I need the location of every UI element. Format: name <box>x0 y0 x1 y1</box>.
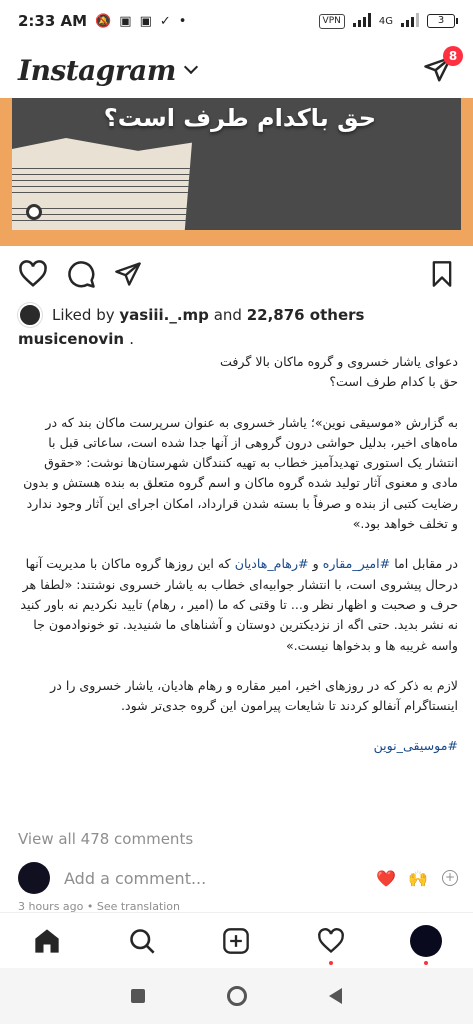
search-icon <box>128 927 156 955</box>
back-icon[interactable] <box>329 988 342 1004</box>
hashtag-link[interactable]: #رهام_هادیان <box>234 556 309 572</box>
view-all-comments-link[interactable]: View all 478 comments <box>18 830 194 848</box>
activity-heart-icon <box>317 927 345 955</box>
network-type: 4G <box>378 15 393 27</box>
caption-headline: دعوای یاشار خسروی و گروه ماکان بالا گرفت حق با کدام طرف است؟ <box>220 354 458 390</box>
status-bar <box>0 0 473 42</box>
hashtag-link[interactable]: #موسیقی_نوین <box>373 738 458 754</box>
home-button-icon[interactable] <box>227 986 247 1006</box>
post-caption <box>18 352 458 777</box>
tagged-user-icon[interactable] <box>26 204 42 220</box>
recents-icon[interactable] <box>131 989 145 1003</box>
nav-home[interactable] <box>27 921 67 961</box>
comment-icon[interactable] <box>66 259 96 289</box>
image-headline: حق باکدام طرف است؟ <box>103 104 376 132</box>
post-timestamp[interactable]: 3 hours ago • See translation <box>18 900 181 912</box>
caption-paragraph: در مقابل اما #امیر_مقاره و #رهام_هادیان که این روزها گروه ماکان با مدیریت آنها درحال پیشروی است، با انتشار جوابیه‌ای خطاب به یاشار خسروی نوشتند: «لطفا هر حرف و صحبت و اظهار نظر و... تا وقتی که ما (امیر ، رهام) تایید نکردیم نه باور کنید نه نشر بدید. حتی اگه از نزدیکترین دوستان و آشناهای ما شنیدید. تو خونوادمون جا واسه غریبه ها و بدخواها نیست.» <box>20 556 458 653</box>
app-header <box>0 42 473 98</box>
bookmark-icon[interactable] <box>429 260 455 288</box>
heart-emoji-button[interactable]: ❤️ <box>376 868 397 888</box>
caption-paragraph: به گزارش «موسیقی نوین»؛ یاشار خسروی به عنوان سرپرست ماکان بند که در ماه‌های اخیر، بدلیل حواشی درون گروهی از آنها جدا شده است، ساعاتی قبل با انتشار یک استوری تهدیدآمیز خطاب به تهیه کنندگان شهرستان‌ها نوشت: «حقوق مادی و معنوی آثار تولید شده گروه ماکان و اسم گروه متعلق به بنده هستش و بدون رضایت کتبی از بنده و صرفاً با بسته شدن قرارداد، امکان اجرای این آثار وجود ندارد و تخلف خواهد بود.» <box>23 414 458 532</box>
vpn-icon: VPN <box>319 14 345 29</box>
post-image[interactable] <box>0 98 473 246</box>
add-comment-input[interactable]: Add a comment... <box>64 868 207 888</box>
status-icons-right <box>319 13 455 30</box>
system-navigation-bar <box>0 968 473 1024</box>
likes-count[interactable]: 22,876 others <box>246 306 365 324</box>
post-image-content <box>12 98 461 230</box>
signal-icon <box>353 13 371 30</box>
add-comment-row <box>18 860 458 896</box>
signal-icon <box>401 13 419 30</box>
share-icon[interactable] <box>114 260 142 288</box>
liker-avatar <box>18 303 42 327</box>
like-heart-icon[interactable] <box>18 259 48 289</box>
dot-icon: • <box>178 13 187 29</box>
caption-paragraph: لازم به ذکر که در روزهای اخیر، امیر مقاره و رهام هادیان، یاشار خسروی را در اینستاگرام آنفالو کردند تا شایعات پیرامون این گروه جدی‌تر شود. <box>50 677 458 714</box>
profile-dot <box>424 961 428 965</box>
bottom-navigation <box>0 912 473 968</box>
likes-text: Liked by yasiii._.mp and 22,876 others <box>52 306 365 324</box>
profile-avatar <box>410 925 442 957</box>
likes-summary[interactable] <box>18 300 364 330</box>
create-icon <box>222 927 250 955</box>
user-avatar <box>18 862 50 894</box>
direct-messages-button[interactable] <box>423 49 458 86</box>
nav-activity[interactable] <box>311 921 351 961</box>
home-icon <box>33 927 61 955</box>
hashtag-link[interactable]: #امیر_مقاره <box>322 556 391 572</box>
ring-off-icon: 🔕 <box>95 13 112 29</box>
status-icons-left <box>95 14 186 29</box>
instagram-logo[interactable]: Instagram <box>18 53 176 87</box>
post-author[interactable]: musicenovin . <box>18 330 135 348</box>
battery-icon: 3 <box>427 14 455 28</box>
nav-profile[interactable] <box>406 921 446 961</box>
raised-hands-emoji-button[interactable]: 🙌 <box>408 868 428 888</box>
post-action-bar <box>0 256 473 292</box>
nav-create[interactable] <box>216 921 256 961</box>
battery-saver-icon: ▣ <box>119 13 132 29</box>
chevron-down-icon[interactable] <box>184 60 198 74</box>
notification-badge: 8 <box>443 46 463 66</box>
add-emoji-icon[interactable]: + <box>442 870 458 886</box>
status-time: 2:33 AM <box>18 12 88 30</box>
battery-saver-icon: ▣ <box>139 13 152 29</box>
check-icon: ✓ <box>159 13 171 29</box>
nav-search[interactable] <box>122 921 162 961</box>
liker-username[interactable]: yasiii._.mp <box>119 306 209 324</box>
activity-dot <box>329 961 333 965</box>
